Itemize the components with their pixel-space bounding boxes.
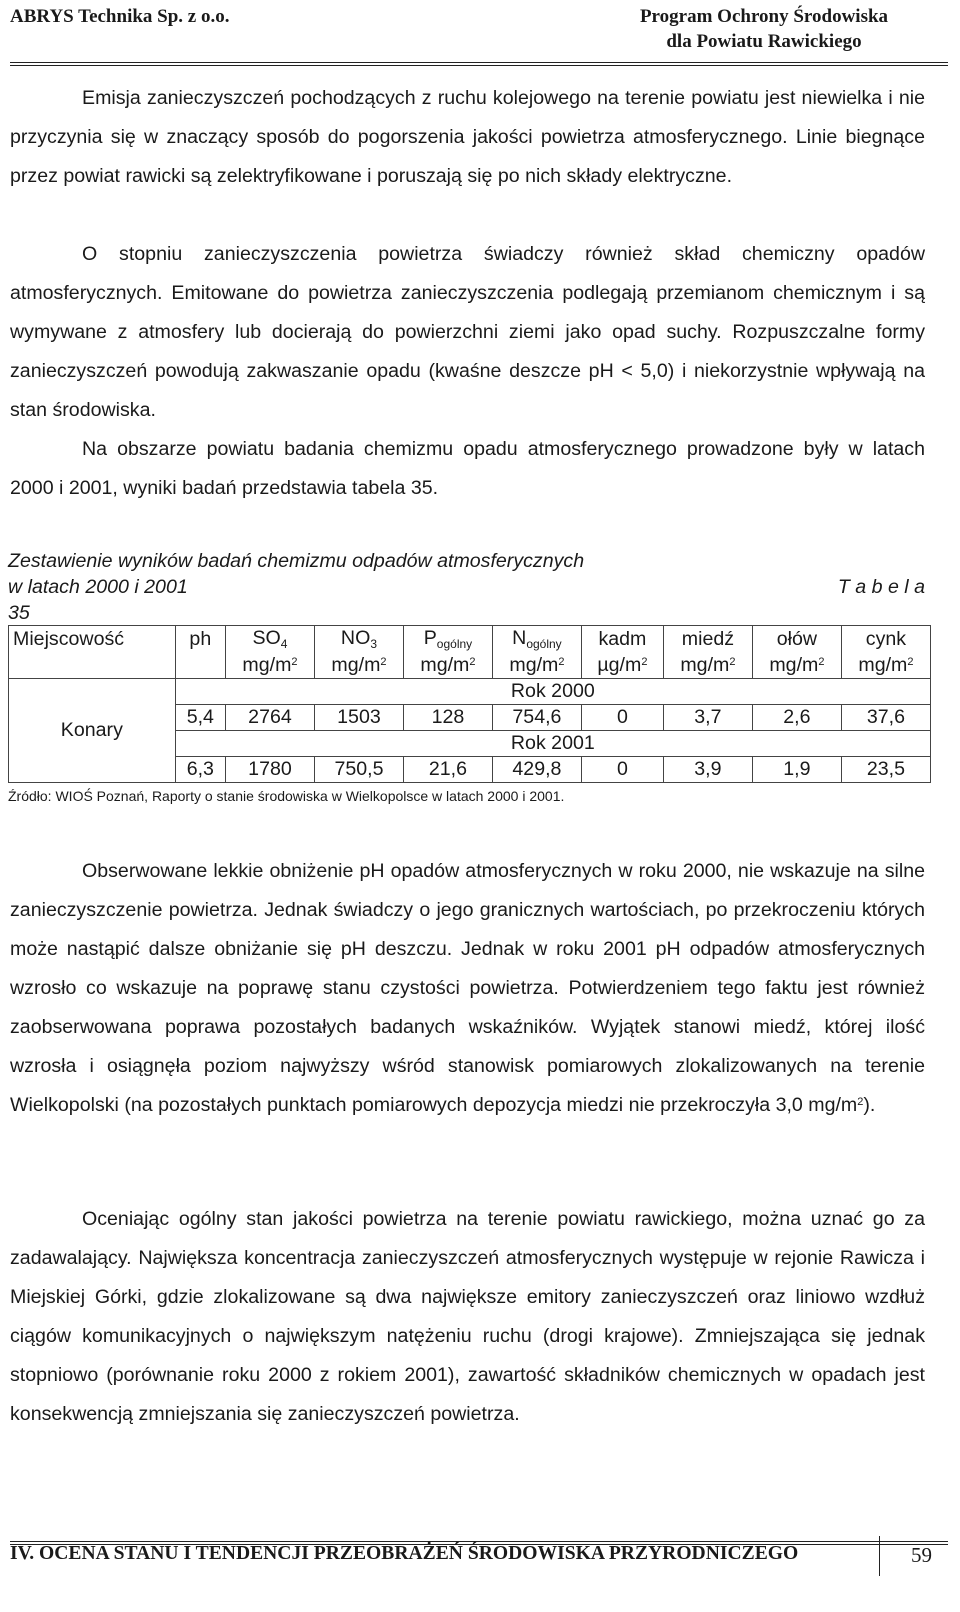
col-no3: $NO_3$: [314, 626, 403, 654]
footer-separator: [879, 1536, 880, 1576]
value-2000-n: 754,6: [492, 705, 581, 731]
value-2000-cynk: 37,6: [841, 705, 930, 731]
value-2001-cynk: 23,5: [841, 757, 930, 783]
unit-kadm: $\mu g/m^2$: [581, 653, 663, 679]
footer-chapter: IV. OCENA STANU I TENDENCJI PRZEOBRAŻEŃ ŚRODOWISKA PRZYRODNICZEGO: [10, 1543, 799, 1564]
col-so4: $SO_4$: [225, 626, 314, 654]
unit-cynk: $mg/m^2$: [841, 653, 930, 679]
col-cynk: cynk: [841, 626, 930, 654]
header-company: ABRYS Technika Sp. z o.o.: [10, 6, 230, 27]
paragraph-observations: Obserwowane lekkie obniżenie pH opadów atmosferycznych w roku 2000, nie wskazuje na silne zanieczyszczenie powietrza. Jednak świadczy o jego granicznych wartościach, po przekroczeniu których może nastąpić dalsze obniżanie się pH deszczu. Jednak w roku 2001 pH odpadów atmosferycznych wzrosło co wskazuje na poprawę stanu czystości powietrza. Potwierdzeniem tego faktu jest również zaobserwowana poprawa pozostałych badanych wskaźników. Wyjątek stanowi miedź, której ilość wzrosła i osiągnęła poziom najwyższy wśród stanowisk pomiarowych zlokalizowanych na terenie Wielkopolski (na pozostałych punktach pomiarowych depozycja miedzi nie przekroczyła 3,0 $mg/m^2$).: [10, 860, 925, 1116]
footer-rule: [10, 1541, 948, 1542]
value-2000-olow: 2,6: [752, 705, 841, 731]
caption-table-label: T a b e l a: [837, 576, 925, 598]
header-rule-2: [10, 65, 948, 66]
value-2001-so4: 1780: [225, 757, 314, 783]
table-source: Źródło: WIOŚ Poznań, Raporty o stanie środowiska w Wielkopolsce w latach 2000 i 2001.: [8, 788, 565, 804]
paragraph-research: Na obszarze powiatu badania chemizmu opadu atmosferycznego prowadzone były w latach 2000 i 2001, wyniki badań przedstawia tabela 35.: [10, 438, 925, 499]
value-2000-so4: 2764: [225, 705, 314, 731]
table-unit-row: [9, 653, 931, 679]
unit-olow: $mg/m^2$: [752, 653, 841, 679]
header-rule: [10, 62, 948, 63]
caption-line1: Zestawienie wyników badań chemizmu odpadów atmosferycznych: [8, 550, 585, 572]
col-miedz: miedź: [663, 626, 752, 654]
value-2001-p: 21,6: [403, 757, 492, 783]
header-program-line2: dla Powiatu Rawickiego: [666, 31, 862, 52]
paragraph-rail-emission: Emisja zanieczyszczeń pochodzących z ruchu kolejowego na terenie powiatu jest niewielka i nie przyczynia się w znaczący sposób do pogorszenia jakości powietrza atmosferycznego. Linie biegnące przez powiat rawicki są zelektryfikowane i poruszają się po nich składy elektryczne.: [10, 87, 925, 187]
value-2001-kadm: 0: [581, 757, 663, 783]
year-2001-label: Rok 2001: [175, 731, 930, 757]
col-p: $P_{ogólny}$: [403, 626, 492, 654]
col-olow: ołów: [752, 626, 841, 654]
table-header-row: [9, 626, 931, 654]
value-2000-ph: 5,4: [175, 705, 225, 731]
unit-miedz: $mg/m^2$: [663, 653, 752, 679]
header-location: Miejscowość: [9, 626, 176, 654]
cell-location: Konary: [9, 679, 176, 783]
results-table: [8, 625, 931, 783]
value-2001-ph: 6,3: [175, 757, 225, 783]
caption-line2: w latach 2000 i 2001: [8, 576, 188, 598]
value-2001-miedz: 3,9: [663, 757, 752, 783]
caption-table-number: 35: [8, 602, 30, 624]
unit-no3: $mg/m^2$: [314, 653, 403, 679]
table-caption: [8, 548, 925, 626]
value-2000-no3: 1503: [314, 705, 403, 731]
unit-so4: $mg/m^2$: [225, 653, 314, 679]
value-2000-miedz: 3,7: [663, 705, 752, 731]
paragraph-assessment: Oceniając ogólny stan jakości powietrza na terenie powiatu rawickiego, można uznać go za zadawalający. Największa koncentracja zanieczyszczeń atmosferycznych występuje w rejonie Rawicza i Miejskiej Górki, gdzie zlokalizowane są dwa największe emitory zanieczyszczeń oraz liniowo wzdłuż ciągów komunikacyjnych o największym natężeniu ruchu (drogi krajowe). Zmniejszająca się jednak stopniowo (porównanie roku 2000 z rokiem 2001), zawartość składników chemicznych w opadach jest konsekwencją zmniejszania się zanieczyszczeń powietrza.: [10, 1208, 925, 1425]
header-program: [584, 4, 944, 54]
col-n: $N_{ogólny}$: [492, 626, 581, 654]
value-2001-no3: 750,5: [314, 757, 403, 783]
col-ph: ph: [175, 626, 225, 654]
value-2000-kadm: 0: [581, 705, 663, 731]
value-2001-olow: 1,9: [752, 757, 841, 783]
unit-n: $mg/m^2$: [492, 653, 581, 679]
page-number: 59: [911, 1543, 932, 1567]
value-2000-p: 128: [403, 705, 492, 731]
unit-p: $mg/m^2$: [403, 653, 492, 679]
col-kadm: kadm: [581, 626, 663, 654]
paragraph-chemical-composition: O stopniu zanieczyszczenia powietrza świadczy również skład chemiczny opadów atmosferycznych. Emitowane do powietrza zanieczyszczenia podlegają przemianom chemicznym i są wymywane z atmosfery lub docierają do powierzchni ziemi jako opad suchy. Rozpuszczalne formy zanieczyszczeń powodują zakwaszanie opadu (kwaśne deszcze pH < 5,0) i niekorzystnie wpływają na stan środowiska.: [10, 243, 925, 421]
year-2000-label: Rok 2000: [175, 679, 930, 705]
table-row-year-2000: [9, 679, 931, 705]
header-program-line1: Program Ochrony Środowiska: [639, 6, 889, 27]
value-2001-n: 429,8: [492, 757, 581, 783]
